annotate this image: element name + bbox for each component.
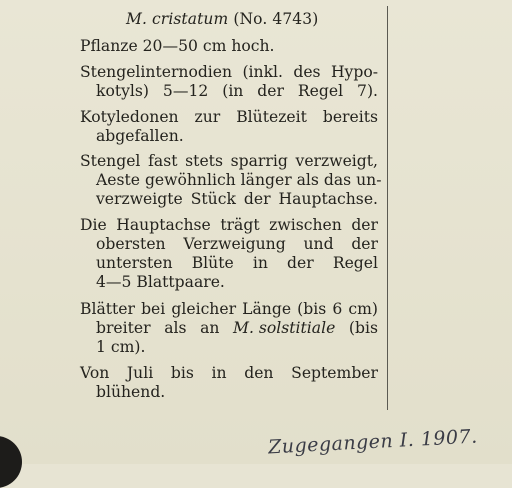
received-stamp: Zugegangen I. 1907. <box>267 425 479 459</box>
text-line: Stengelinternodien (inkl. des Hypo- <box>80 63 378 81</box>
left-column-title <box>126 10 318 28</box>
text-line: Von Juli bis in den September <box>80 364 378 382</box>
text-line: verzweigte Stück der Hauptachse. <box>96 190 378 208</box>
text-segment: an <box>200 319 220 337</box>
text-segment: breiter <box>96 319 151 337</box>
text-line: untersten Blüte in der Regel <box>96 254 378 272</box>
catalog-number: (No. 4743) <box>233 10 319 28</box>
text-segment: als <box>164 319 187 337</box>
text-line: Aeste gewöhnlich länger als das un- <box>96 171 382 189</box>
text-line: Stengel fast stets sparrig verzweigt, <box>80 152 378 170</box>
text-line-mixed <box>96 319 378 338</box>
text-line: kotyls) 5—12 (in der Regel 7). <box>96 82 378 100</box>
punch-hole <box>0 436 22 488</box>
column-divider <box>387 6 388 410</box>
text-line: 1 cm). <box>96 338 146 356</box>
text-line: Blätter bei gleicher Länge (bis 6 cm) <box>80 300 378 318</box>
text-segment: (bis <box>348 319 378 337</box>
text-line: obersten Verzweigung und der <box>96 235 378 253</box>
text-line: Kotyledonen zur Blütezeit bereits <box>80 108 378 126</box>
text-line: abgefallen. <box>96 127 184 145</box>
text-segment: M. solstitiale <box>233 319 336 337</box>
text-line: Die Hauptachse trägt zwischen der <box>80 216 378 234</box>
text-line: blühend. <box>96 383 166 401</box>
species-name: M. cristatum <box>126 10 229 28</box>
text-line: Pflanze 20—50 cm hoch. <box>80 37 275 55</box>
text-line: 4—5 Blattpaare. <box>96 273 225 291</box>
